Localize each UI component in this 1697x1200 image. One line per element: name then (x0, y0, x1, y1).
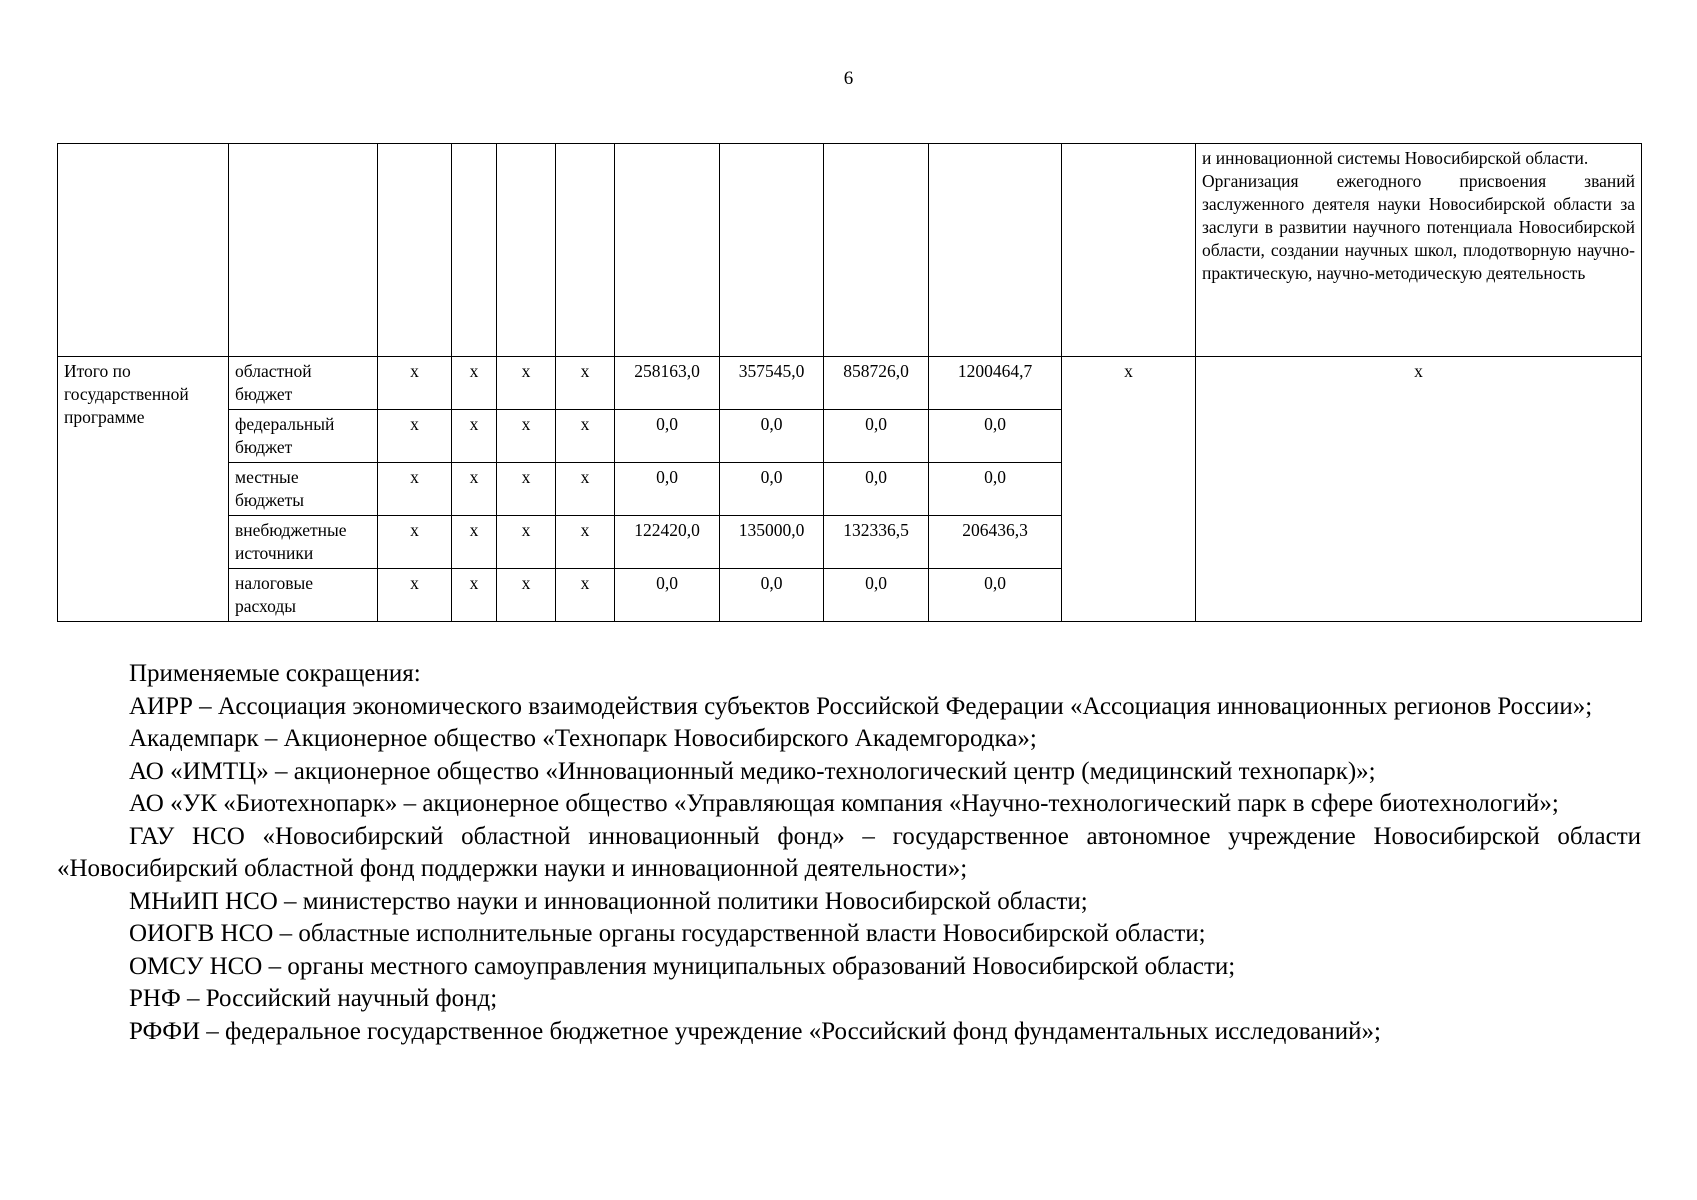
funding-source-cell: областной бюджет (229, 357, 378, 410)
mark-cell: x (497, 463, 556, 516)
value-cell: 0,0 (929, 463, 1062, 516)
value-cell: 0,0 (929, 569, 1062, 622)
value-cell: 258163,0 (615, 357, 720, 410)
mark-cell: x (556, 410, 615, 463)
mark-cell: x (497, 516, 556, 569)
page-number: 6 (843, 68, 854, 89)
funding-source-cell: внебюджетные источники (229, 516, 378, 569)
value-cell: 0,0 (615, 569, 720, 622)
value-cell: 0,0 (824, 463, 929, 516)
mark-cell: x (452, 357, 497, 410)
description-mark-cell: x (1196, 357, 1642, 622)
value-cell: 357545,0 (720, 357, 824, 410)
value-cell: 0,0 (929, 410, 1062, 463)
abbreviation-item: Академпарк – Акционерное общество «Технопарк Новосибирского Академгородка»; (129, 725, 1037, 752)
measure-description-line: Организация ежегодного присвоения званий заслуженного деятеля науки Новосибирской области за заслуги в развитии научного потенциала Новосибирской области, создании научных школ, плодотворную научно-практическую, научно-методическую деятельность (1202, 171, 1635, 283)
measure-description-line: и инновационной системы Новосибирской области. (1202, 148, 1589, 168)
value-cell: 0,0 (615, 463, 720, 516)
value-cell: 122420,0 (615, 516, 720, 569)
value-cell: 135000,0 (720, 516, 824, 569)
mark-cell: x (556, 357, 615, 410)
table-row-continuation (58, 144, 1642, 357)
abbreviation-item: РФФИ – федеральное государственное бюджетное учреждение «Российский фонд фундаментальных исследований»; (129, 1017, 1381, 1045)
value-cell: 0,0 (720, 569, 824, 622)
funding-source-cell: федеральный бюджет (229, 410, 378, 463)
mark-cell: x (378, 463, 452, 516)
abbreviations-heading: Применяемые сокращения: (129, 660, 421, 687)
abbreviation-item: ОИОГВ НСО – областные исполнительные органы государственной власти Новосибирской области; (129, 920, 1206, 947)
value-cell: 132336,5 (824, 516, 929, 569)
mark-cell: x (556, 516, 615, 569)
mark-cell: x (497, 357, 556, 410)
mark-cell: x (497, 569, 556, 622)
value-cell: 206436,3 (929, 516, 1062, 569)
value-cell: 1200464,7 (929, 357, 1062, 410)
value-cell: 0,0 (615, 410, 720, 463)
mark-cell: x (378, 516, 452, 569)
table-row (58, 357, 1642, 410)
mark-cell: x (378, 357, 452, 410)
total-label-cell: Итого по государственной программе (58, 357, 229, 622)
value-cell: 0,0 (720, 410, 824, 463)
abbreviation-item: ОМСУ НСО – органы местного самоуправления муниципальных образований Новосибирской области; (129, 952, 1236, 980)
measure-description-cell (1196, 144, 1642, 357)
mark-cell: x (452, 463, 497, 516)
abbreviation-item: МНиИП НСО – министерство науки и инновационной политики Новосибирской области; (129, 887, 1088, 915)
mark-cell: x (452, 516, 497, 569)
mark-cell: x (378, 410, 452, 463)
value-cell: 858726,0 (824, 357, 929, 410)
mark-cell: x (556, 569, 615, 622)
funding-source-cell: налоговые расходы (229, 569, 378, 622)
abbreviation-item: ГАУ НСО «Новосибирский областной инновационный фонд» – государственное автономное учреждение Новосибирской области «Новосибирский областной фонд поддержки науки и инновационной деятельности»; (57, 822, 1641, 882)
abbreviation-item: РНФ – Российский научный фонд; (129, 985, 498, 1012)
abbreviation-item: АО «УК «Биотехнопарк» – акционерное общество «Управляющая компания «Научно-технологический парк в сфере биотехнологий»; (129, 790, 1559, 817)
budget-table (57, 143, 1642, 622)
mark-cell: x (378, 569, 452, 622)
executor-mark-cell: x (1062, 357, 1196, 622)
abbreviations-section (57, 658, 1641, 1048)
value-cell: 0,0 (824, 410, 929, 463)
value-cell: 0,0 (824, 569, 929, 622)
abbreviation-item: АО «ИМТЦ» – акционерное общество «Инновационный медико-технологический центр (медицинский технопарк)»; (129, 757, 1376, 785)
mark-cell: x (556, 463, 615, 516)
abbreviation-item: АИРР – Ассоциация экономического взаимодействия субъектов Российской Федерации «Ассоциация инновационных регионов России»; (129, 692, 1593, 720)
funding-source-cell: местные бюджеты (229, 463, 378, 516)
value-cell: 0,0 (720, 463, 824, 516)
mark-cell: x (497, 410, 556, 463)
mark-cell: x (452, 410, 497, 463)
mark-cell: x (452, 569, 497, 622)
